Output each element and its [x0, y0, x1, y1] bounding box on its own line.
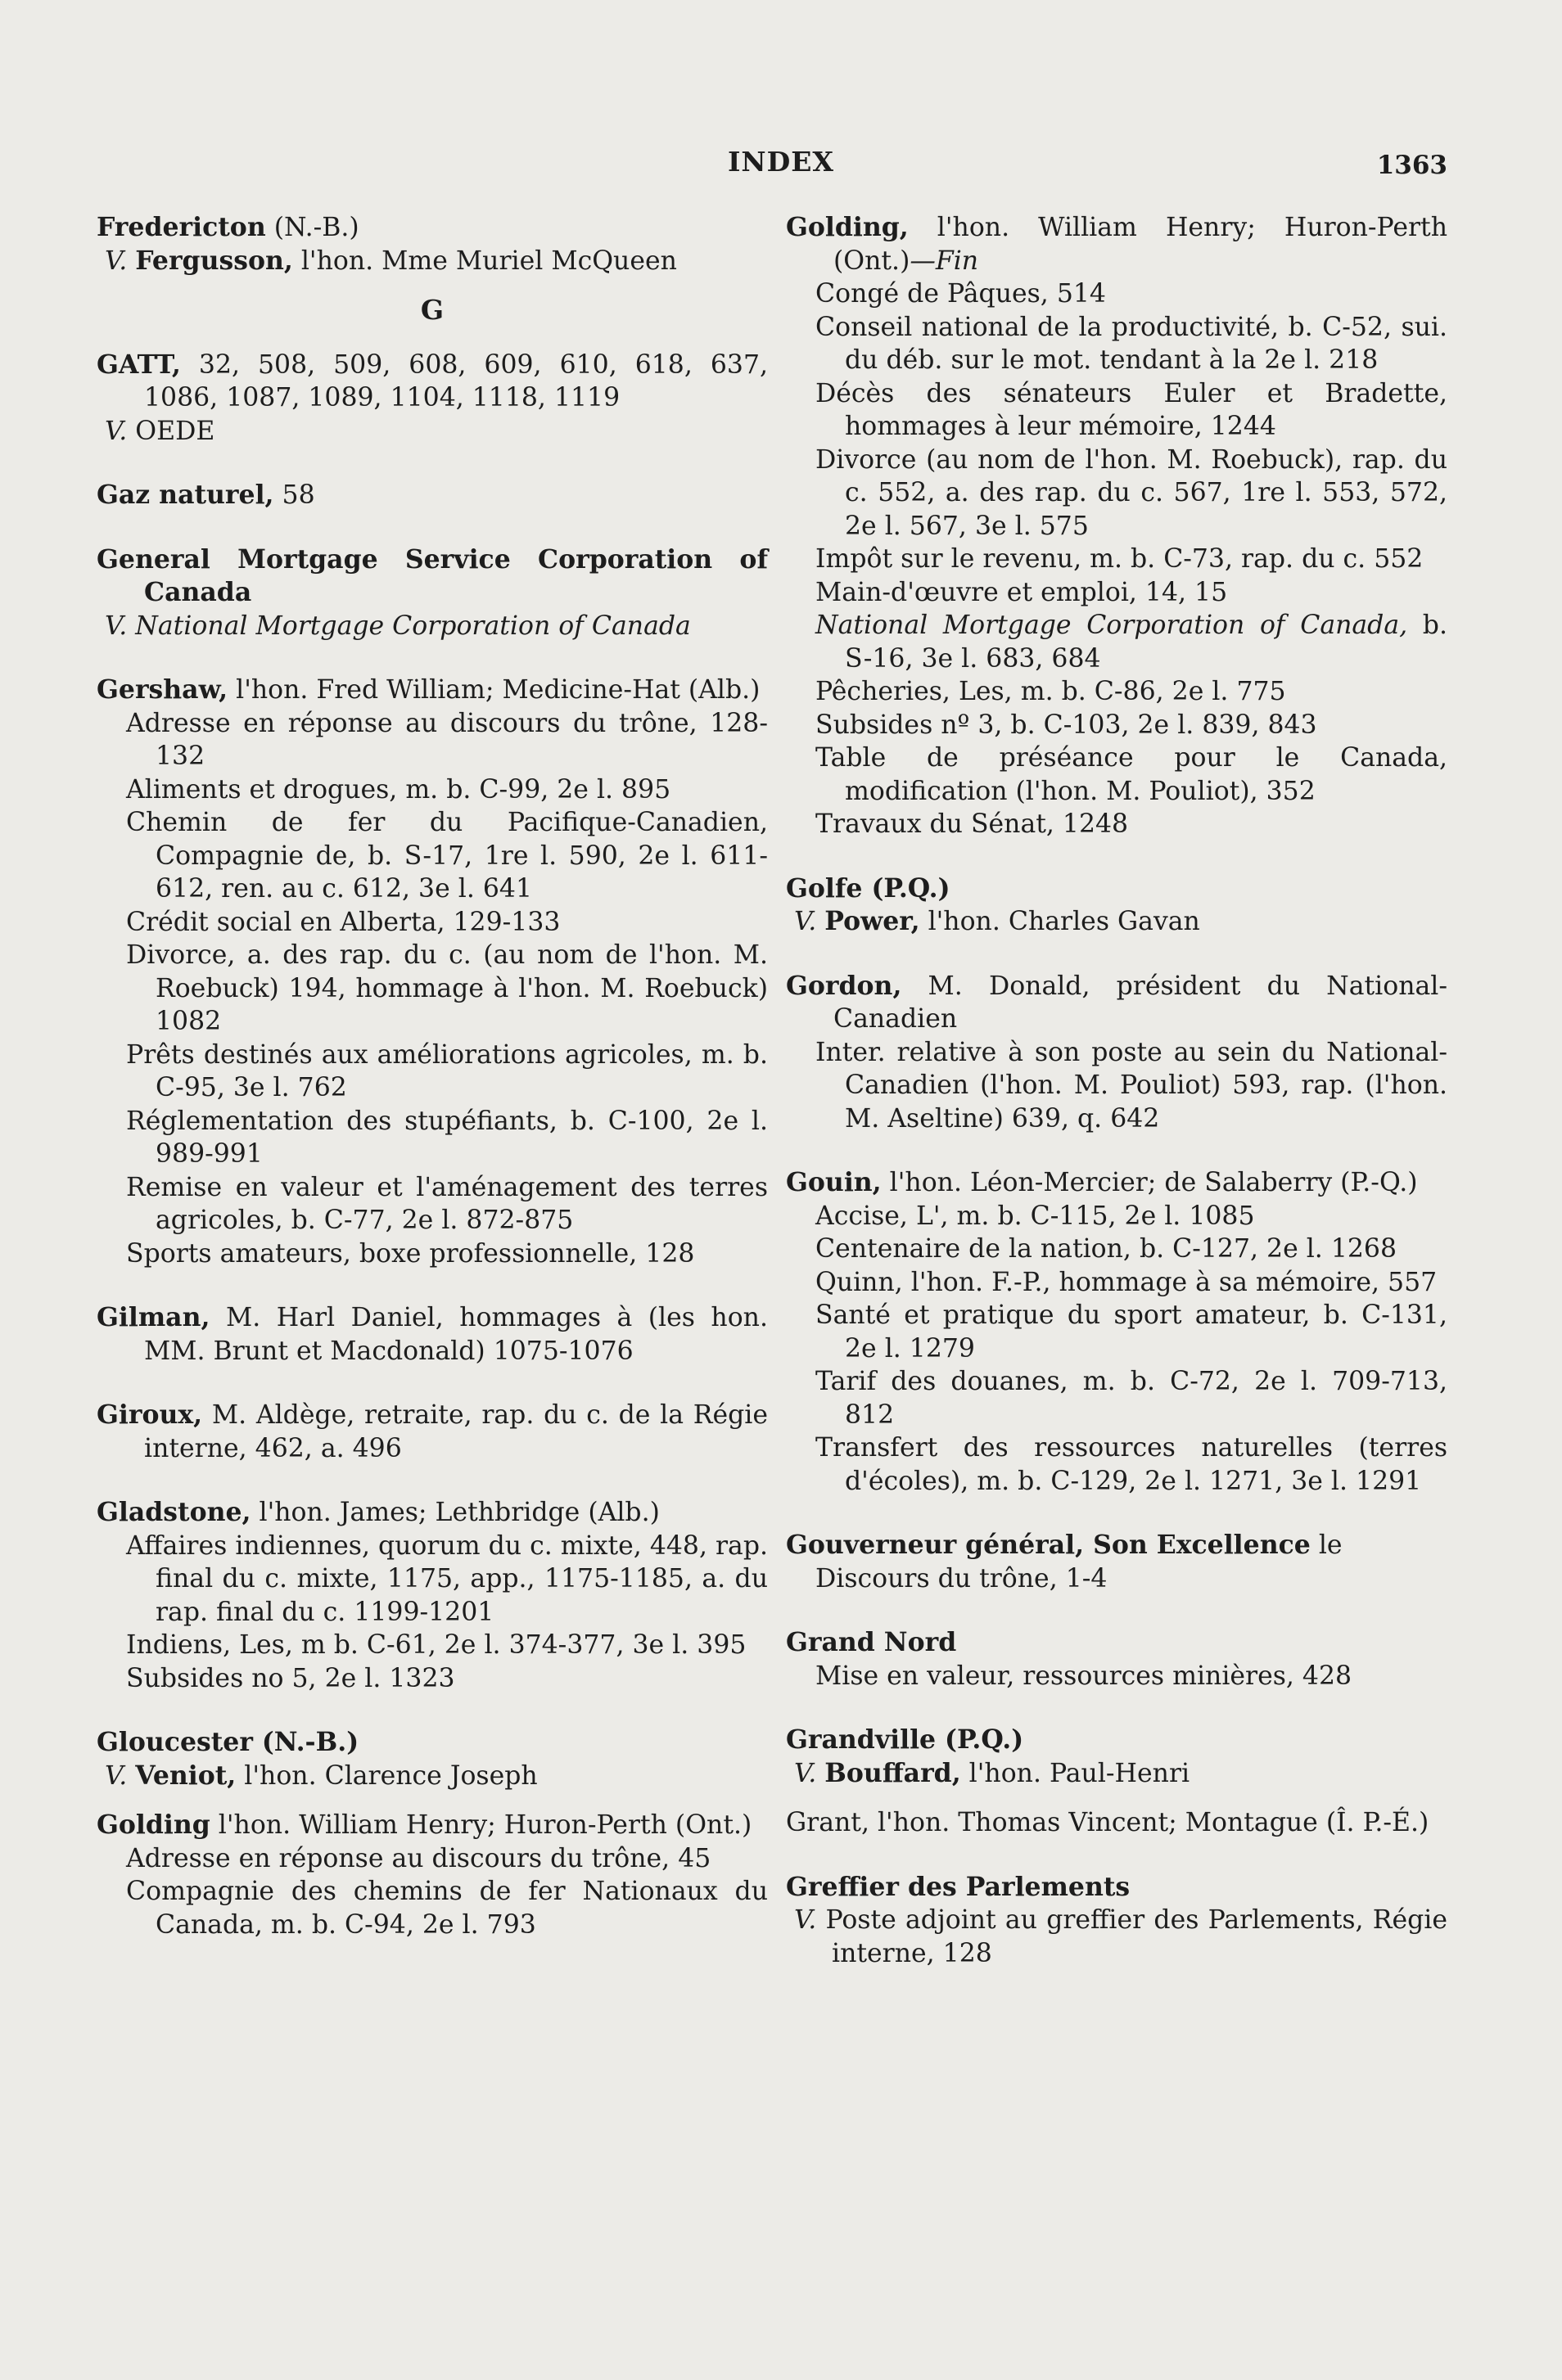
index-entry-general-mortgage: [97, 543, 768, 643]
index-entry-greffier: [786, 1871, 1447, 1971]
entry-heading: Giroux,: [97, 1400, 203, 1430]
subentry: Aliments et drogues, m. b. C-99, 2e l. 895: [126, 774, 671, 805]
entry-heading: Golding,: [786, 212, 909, 242]
subentry: Santé et pratique du sport amateur, b. C-131, 2e l. 1279: [815, 1300, 1447, 1364]
subentry: Remise en valeur et l'aménagement des terres agricoles, b. C-77, 2e l. 872-875: [126, 1172, 768, 1235]
index-entry-fredericton: [97, 211, 768, 277]
entry-text: l'hon. Fred William; Medicine-Hat (Alb.): [228, 675, 761, 705]
entry-text: l'hon. William Henry; Huron-Perth (Ont.): [210, 1810, 752, 1840]
see-reference: V. Poste adjoint au greffier des Parlements, Régie interne, 128: [794, 1905, 1447, 1968]
subentry: Travaux du Sénat, 1248: [815, 809, 1129, 839]
entry-heading: Gaz naturel,: [97, 480, 274, 510]
see-reference: V. Bouffard, l'hon. Paul-Henri: [794, 1757, 1190, 1788]
entry-heading: Fredericton: [97, 212, 266, 242]
entry-text: (P.Q.): [862, 872, 950, 904]
entry-heading: Gordon,: [786, 970, 902, 1001]
index-entry-gladstone: [97, 1496, 768, 1695]
entry-heading: Gershaw,: [97, 674, 228, 705]
subentry: Tarif des douanes, m. b. C-72, 2e l. 709-713, 812: [815, 1367, 1447, 1430]
entry-text: 32, 508, 509, 608, 609, 610, 618, 637, 1086, 1087, 1089, 1104, 1118, 1119: [144, 349, 768, 412]
subentry: Main-d'œuvre et emploi, 14, 15: [815, 577, 1228, 607]
see-reference: V. Power, l'hon. Charles Gavan: [794, 906, 1200, 936]
subentry: Transfert des ressources naturelles (terres d'écoles), m. b. C-129, 2e l. 1271, 3e l. 1291: [815, 1433, 1447, 1496]
subentry: Discours du trône, 1-4: [815, 1563, 1108, 1593]
section-letter: G: [420, 294, 445, 326]
index-entry-gaz-naturel: [97, 479, 768, 512]
index-entry-gouverneur-general: [786, 1529, 1447, 1595]
index-entry-golfe: [786, 872, 1447, 939]
index-entry-gordon: [786, 970, 1447, 1136]
index-entry-grand-nord: [786, 1626, 1447, 1693]
index-entry-gouin: [786, 1166, 1447, 1498]
entry-text: le: [1310, 1530, 1343, 1560]
entry-text: (N.-B.): [265, 213, 359, 242]
subentry: Adresse en réponse au discours du trône, 45: [126, 1843, 711, 1873]
index-entry-gershaw: [97, 674, 768, 1270]
subentry: Subsides nº 3, b. C-103, 2e l. 839, 843: [815, 710, 1317, 740]
entry-heading: Gouverneur général, Son Excellence: [786, 1530, 1311, 1560]
running-head: [0, 146, 1562, 187]
subentry: Pêcheries, Les, m. b. C-86, 2e l. 775: [815, 677, 1286, 706]
subentry: Réglementation des stupéfiants, b. C-100, 2e l. 989-991: [126, 1106, 768, 1169]
index-entry-gilman: [97, 1301, 768, 1368]
see-reference: V. National Mortgage Corporation of Canada: [105, 611, 691, 641]
subentry: Crédit social en Alberta, 129-133: [126, 907, 561, 937]
entry-text: (N.-B.): [252, 1727, 359, 1757]
entry-text: l'hon. William Henry; Huron-Perth (Ont.): [833, 213, 1447, 276]
subentry: Divorce, a. des rap. du c. (au nom de l'hon. M. Roebuck) 194, hommage à l'hon. M. Roebuck) 1082: [126, 940, 768, 1036]
subentry: Quinn, l'hon. F.-P., hommage à sa mémoire, 557: [815, 1267, 1438, 1297]
see-reference: V. OEDE: [105, 416, 215, 446]
entry-text: l'hon. James; Lethbridge (Alb.): [251, 1498, 660, 1527]
subentry: Compagnie des chemins de fer Nationaux du Canada, m. b. C-94, 2e l. 793: [126, 1877, 768, 1940]
entry-text: Grant, l'hon. Thomas Vincent; Montague (Î. P.-É.): [786, 1808, 1429, 1837]
subentry: Divorce (au nom de l'hon. M. Roebuck), rap. du c. 552, a. des rap. du c. 567, 1re l. 553, 572, 2e l. 567, 3e l. 575: [815, 444, 1447, 541]
entry-heading: Gouin,: [786, 1167, 882, 1197]
subentry: Inter. relative à son poste au sein du National-Canadien (l'hon. M. Pouliot) 593, rap. (l'hon. M. Aseltine) 639, q. 642: [815, 1037, 1447, 1134]
subentry: Décès des sénateurs Euler et Bradette, hommages à leur mémoire, 1244: [815, 378, 1447, 441]
entry-heading: Greffier des Parlements: [786, 1871, 1131, 1902]
subentry: National Mortgage Corporation of Canada, b. S-16, 3e l. 683, 684: [815, 611, 1447, 674]
subentry: Impôt sur le revenu, m. b. C-73, rap. du c. 552: [815, 544, 1424, 574]
entry-text: l'hon. Léon-Mercier; de Salaberry (P.-Q.): [881, 1168, 1418, 1197]
subentry: Centenaire de la nation, b. C-127, 2e l. 1268: [815, 1234, 1397, 1264]
entry-heading: Gilman,: [97, 1302, 210, 1332]
entry-heading: General Mortgage Service Corporation of Canada: [97, 543, 768, 607]
entry-heading: GATT,: [97, 349, 181, 380]
see-reference: V. Fergusson, l'hon. Mme Muriel McQueen: [105, 245, 677, 276]
subentry: Subsides no 5, 2e l. 1323: [126, 1663, 455, 1693]
index-entry-golding: [97, 1809, 768, 1941]
entry-text: (P.Q.): [936, 1724, 1024, 1755]
subentry: Mise en valeur, ressources minières, 428: [815, 1661, 1352, 1691]
subentry: Indiens, Les, m b. C-61, 2e l. 374-377, 3e l. 395: [126, 1630, 747, 1660]
entry-heading: Grand Nord: [786, 1627, 957, 1657]
subentry: Accise, L', m. b. C-115, 2e l. 1085: [815, 1201, 1255, 1231]
see-reference: V. Veniot, l'hon. Clarence Joseph: [105, 1760, 538, 1791]
page-title: INDEX: [728, 146, 834, 178]
subentry: Conseil national de la productivité, b. C-52, sui. du déb. sur le mot. tendant à la 2e l. 218: [815, 312, 1447, 375]
index-entry-giroux: [97, 1399, 768, 1465]
entry-heading: Golfe: [786, 872, 863, 904]
subentry: Sports amateurs, boxe professionnelle, 128: [126, 1238, 695, 1269]
subentry: Congé de Pâques, 514: [815, 279, 1106, 309]
subentry: Adresse en réponse au discours du trône, 128-132: [126, 708, 768, 771]
index-entry-golding-fin: [786, 211, 1447, 841]
index-entry-gatt: [97, 349, 768, 449]
index-entry-grant: [786, 1806, 1447, 1840]
entry-text: M. Aldège, retraite, rap. du c. de la Régie interne, 462, a. 496: [144, 1400, 768, 1463]
entry-text: M. Harl Daniel, hommages à (les hon. MM. Brunt et Macdonald) 1075-1076: [144, 1303, 768, 1366]
subentry: Affaires indiennes, quorum du c. mixte, 448, rap. final du c. mixte, 1175, app., 1175-1185, a. du rap. final du c. 1199-1201: [126, 1530, 768, 1627]
continuation-marker: —Fin: [910, 246, 979, 276]
entry-text: 58: [273, 480, 315, 510]
entry-heading: Golding: [97, 1810, 210, 1840]
right-column: [786, 211, 1447, 2001]
left-column: [97, 211, 768, 1972]
page-number: 1363: [1376, 151, 1447, 180]
entry-heading: Gladstone,: [97, 1497, 251, 1527]
subentry: Prêts destinés aux améliorations agricoles, m. b. C-95, 3e l. 762: [126, 1039, 768, 1102]
entry-heading: Gloucester: [97, 1727, 253, 1757]
subentry: Chemin de fer du Pacifique-Canadien, Compagnie de, b. S-17, 1re l. 590, 2e l. 611-612, ren. au c. 612, 3e l. 641: [126, 808, 768, 904]
index-entry-gloucester: [97, 1726, 768, 1792]
entry-text: M. Donald, président du National-Canadien: [833, 971, 1447, 1034]
entry-heading: Grandville: [786, 1724, 937, 1755]
index-entry-grandville: [786, 1724, 1447, 1790]
subentry: Table de préséance pour le Canada, modification (l'hon. M. Pouliot), 352: [815, 743, 1447, 806]
